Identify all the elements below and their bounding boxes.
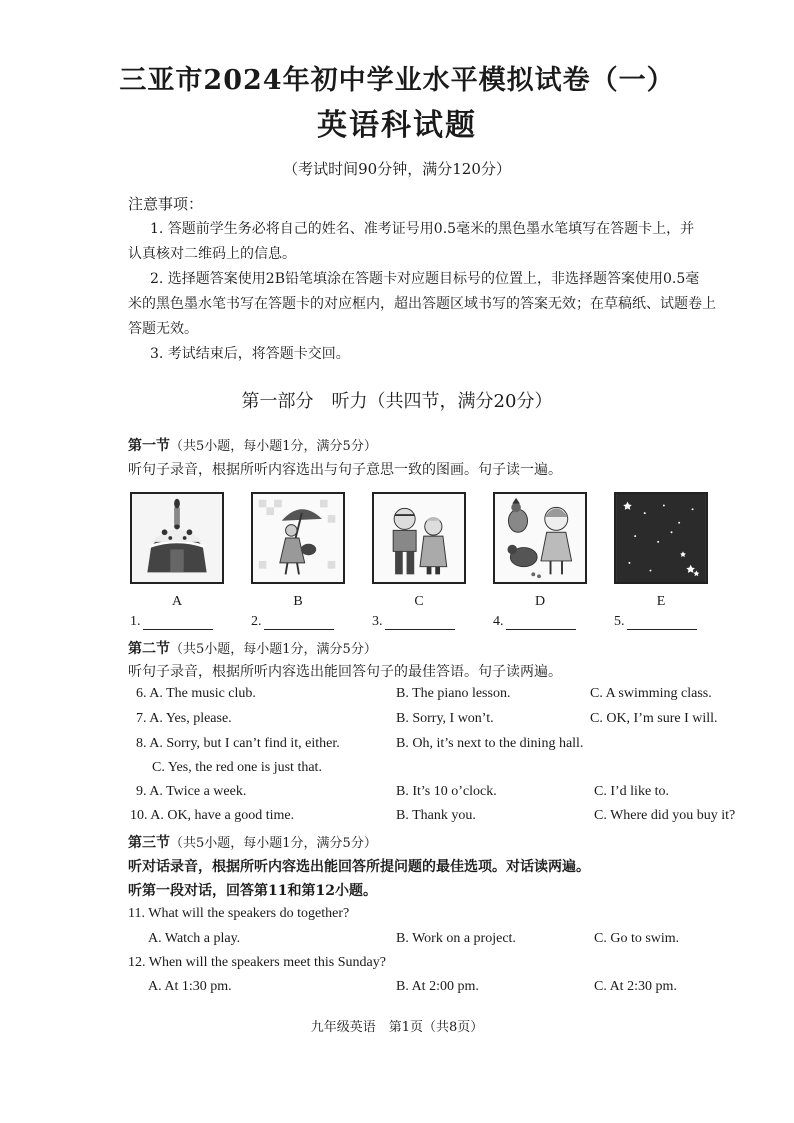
q12-stem: 12. When will the speakers meet this Sunday?: [128, 955, 386, 970]
q6-option-b: B. The piano lesson.: [396, 686, 511, 701]
answer-blank-3[interactable]: [372, 614, 455, 630]
q7-option-a: 7. A. Yes, please.: [136, 711, 232, 726]
section3-title: 第三节: [128, 835, 170, 851]
blank-line: [143, 615, 213, 630]
notice-item-2-cont: 米的黑色墨水笔书写在答题卡的对应框内，超出答题区域书写的答案无效；在草稿纸、试题卷上: [128, 296, 716, 312]
answer-blank-1[interactable]: [130, 614, 213, 630]
section2-instruction: 听句子录音，根据所听内容选出能回答句子的最佳答语。句子读两遍。: [128, 664, 562, 680]
q9-option-a: 9. A. Twice a week.: [136, 784, 247, 799]
blank-number: 3.: [372, 614, 383, 629]
picture-letter-e: E: [656, 594, 666, 609]
q7-option-b: B. Sorry, I won’t.: [396, 711, 494, 726]
q10-option-c: C. Where did you buy it?: [594, 808, 736, 823]
notice-heading: 注意事项：: [128, 195, 204, 213]
picture-letter-a: A: [171, 594, 183, 609]
picture-letter-c: C: [414, 594, 424, 609]
notice-item-1: 1. 答题前学生务必将自己的姓名、准考证号用0.5毫米的黑色墨水笔填写在答题卡上，并: [150, 221, 695, 237]
answer-blank-5[interactable]: [614, 614, 697, 630]
notice-item-2-end: 答题无效。: [128, 321, 198, 337]
section3-sub-instruction: 听第一段对话，回答第11和第12小题。: [128, 883, 377, 899]
birthday-cake-icon: [130, 492, 224, 584]
section3-header: [128, 832, 377, 852]
q6-option-c: C. A swimming class.: [590, 686, 712, 701]
section2-title: 第二节: [128, 641, 170, 657]
q10-option-a: 10. A. OK, have a good time.: [130, 808, 295, 823]
section3-instruction: 听对话录音，根据所听内容选出能回答所提问题的最佳选项。对话读两遍。: [128, 859, 590, 875]
section1-instruction: 听句子录音，根据所听内容选出与句子意思一致的图画。句子读一遍。: [128, 462, 562, 478]
blank-number: 5.: [614, 614, 625, 629]
q12-option-c: C. At 2:30 pm.: [594, 979, 677, 994]
q12-option-b: B. At 2:00 pm.: [396, 979, 479, 994]
q12-option-a: A. At 1:30 pm.: [148, 979, 232, 994]
q8-option-b: B. Oh, it’s next to the dining hall.: [396, 736, 584, 751]
section2-meta: （共5小题，每小题1分，满分5分）: [170, 642, 377, 657]
q7-option-c: C. OK, I’m sure I will.: [590, 711, 718, 726]
answer-blank-4[interactable]: [493, 614, 576, 630]
blank-number: 4.: [493, 614, 504, 629]
q10-option-b: B. Thank you.: [396, 808, 476, 823]
q8-option-c: C. Yes, the red one is just that.: [152, 760, 322, 775]
blank-line: [264, 615, 334, 630]
blank-number: 2.: [251, 614, 262, 629]
girl-with-umbrella-icon: [251, 492, 345, 584]
q11-stem: 11. What will the speakers do together?: [128, 906, 350, 921]
blank-line: [627, 615, 697, 630]
answer-blank-2[interactable]: [251, 614, 334, 630]
section2-header: [128, 638, 377, 658]
exam-title: 三亚市2024年初中学业水平模拟试卷（一）: [119, 65, 675, 96]
blank-number: 1.: [130, 614, 141, 629]
q11-option-b: B. Work on a project.: [396, 931, 516, 946]
section3-meta: （共5小题，每小题1分，满分5分）: [170, 836, 377, 851]
notice-item-1-cont: 认真核对二维码上的信息。: [128, 246, 296, 262]
q9-option-b: B. It’s 10 o’clock.: [396, 784, 497, 799]
section1-meta: （共5小题，每小题1分，满分5分）: [170, 439, 377, 454]
grandparents-icon: [372, 492, 466, 584]
night-sky-stars-icon: [614, 492, 708, 584]
q6-option-a: 6. A. The music club.: [136, 686, 256, 701]
notice-item-3: 3. 考试结束后，将答题卡交回。: [150, 346, 350, 362]
q9-option-c: C. I’d like to.: [594, 784, 670, 799]
blank-line: [385, 615, 455, 630]
picture-letter-b: B: [293, 594, 303, 609]
section1-title: 第一节: [128, 438, 170, 454]
part1-heading: 第一部分 听力（共四节，满分20分）: [241, 391, 553, 412]
section1-header: [128, 435, 377, 455]
q11-option-c: C. Go to swim.: [594, 931, 680, 946]
q11-option-a: A. Watch a play.: [148, 931, 241, 946]
q8-option-a: 8. A. Sorry, but I can’t find it, either.: [136, 736, 340, 751]
picture-letter-d: D: [534, 594, 546, 609]
page-footer: 九年级英语 第1页（共8页）: [310, 1020, 484, 1035]
blank-line: [506, 615, 576, 630]
exam-info: （考试时间90分钟，满分120分）: [283, 160, 511, 178]
notice-item-2: 2. 选择题答案使用2B铅笔填涂在答题卡对应题目标号的位置上，非选择题答案使用0.5毫: [150, 271, 700, 287]
girl-with-chickens-icon: [493, 492, 587, 584]
subject-title: 英语科试题: [317, 108, 477, 143]
